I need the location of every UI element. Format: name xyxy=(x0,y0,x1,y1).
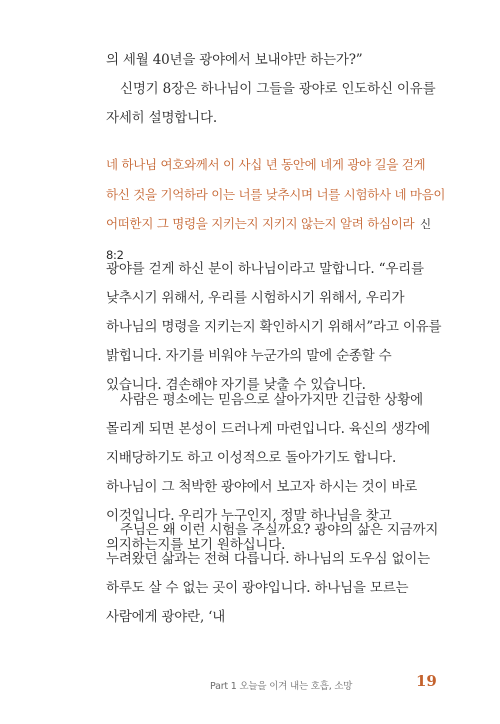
paragraph-continuation: 의 세월 40년을 광야에서 보내야만 하는가?” xyxy=(106,52,363,68)
paragraph-human-nature: 사람은 평소에는 믿음으로 살아가지만 긴급한 상황에 몰리게 되면 본성이 드러나게 마련입니다. 육신의 생각에 지배당하기도 하고 이성적으로 돌아가기도 합니다. 하나님이 그 척박한 광야에서 보고자 하시는 것이 바로 이것입니다. 우리가 누구인지, 정말 하나님을 찾고 의지하는지를 보기 원하십니다. xyxy=(106,392,430,553)
scripture-reference: 신 8:2 xyxy=(106,217,431,262)
paragraph-deuteronomy-intro: 신명기 8장은 하나님이 그들을 광야로 인도하신 이유를 자세히 설명합니다. xyxy=(106,81,436,126)
scripture-quote xyxy=(106,150,448,270)
paragraph-wilderness-purpose: 광야를 걷게 하신 분이 하나님이라고 말합니다. “우리를 낮추시기 위해서, 우리를 시험하시기 위해서, 우리가 하나님의 명령을 지키는지 확인하시기 위해서”라고 이유를 밝힙니다. 자기를 비워야 누군가의 말에 순종할 수 있습니다. 겸손해야 자기를 낮출 수 있습니다. xyxy=(106,261,442,393)
running-footer: Part 1 오늘을 이겨 내는 호흡, 소망 xyxy=(210,681,353,692)
page-number: 19 xyxy=(416,672,437,690)
scripture-quote-text: 네 하나님 여호와께서 이 사십 년 동안에 네게 광야 길을 걷게 하신 것을 기억하라 이는 너를 낮추시며 너를 시험하사 네 마음이 어떠한지 그 명령을 지키는지 지키지 않는지 알려 하심이라 xyxy=(106,157,446,231)
paragraph-why-test: 주님은 왜 이런 시험을 주실까요? 광야의 삶은 지금까지 누려왔던 삶과는 전혀 다릅니다. 하나님의 도우심 없이는 하루도 살 수 없는 곳이 광야입니다. 하나님을 모르는 사람에게 광야란, ‘내 xyxy=(106,522,439,625)
